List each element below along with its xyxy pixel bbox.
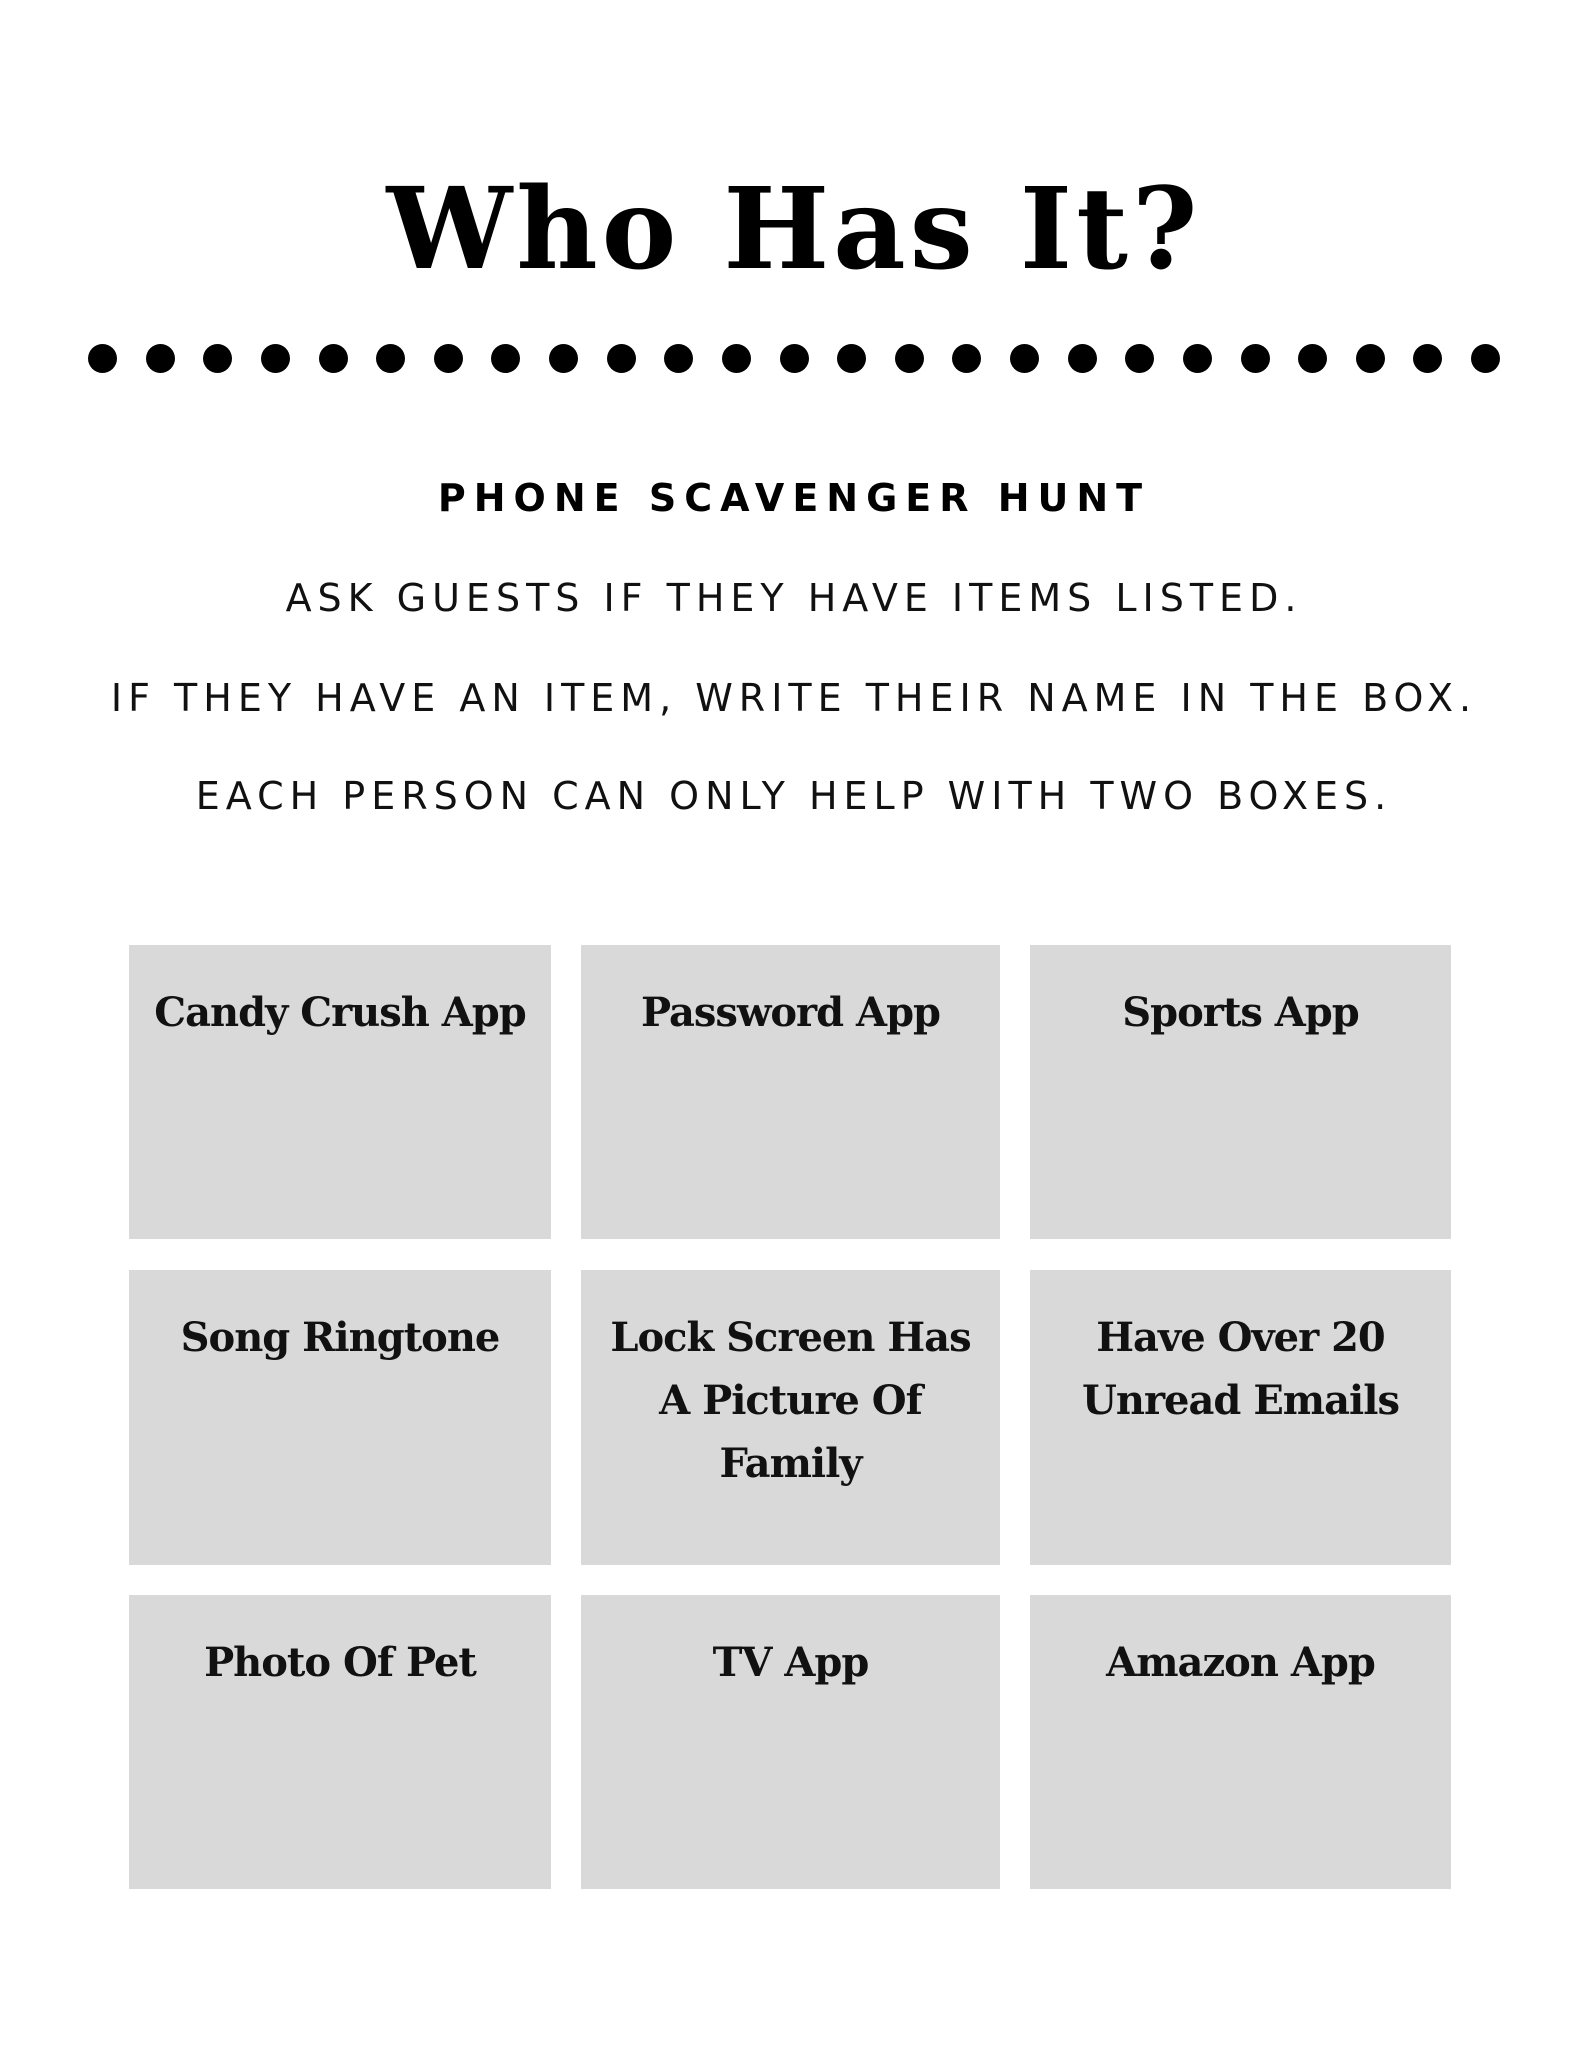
box-amazon-app[interactable] xyxy=(1030,1595,1451,1889)
divider-dot xyxy=(1241,344,1270,373)
box-photo-of-pet[interactable] xyxy=(129,1595,551,1889)
box-lock-screen-family[interactable] xyxy=(581,1270,1000,1565)
divider-dot xyxy=(1413,344,1442,373)
box-password-app[interactable] xyxy=(581,945,1000,1239)
divider-dot xyxy=(722,344,751,373)
box-label: Candy Crush App xyxy=(154,989,526,1036)
box-label: Amazon App xyxy=(1106,1639,1375,1686)
dotted-divider xyxy=(88,343,1500,373)
divider-dot xyxy=(146,344,175,373)
divider-dot xyxy=(1298,344,1327,373)
divider-dot xyxy=(837,344,866,373)
divider-dot xyxy=(88,344,117,373)
divider-dot xyxy=(607,344,636,373)
divider-dot xyxy=(1471,344,1500,373)
box-label: Password App xyxy=(640,989,940,1036)
divider-dot xyxy=(203,344,232,373)
box-tv-app[interactable] xyxy=(581,1595,1000,1889)
box-label: Sports App xyxy=(1122,989,1359,1036)
divider-dot xyxy=(1183,344,1212,373)
instruction-line-2: IF THEY HAVE AN ITEM, WRITE THEIR NAME IN THE BOX. xyxy=(110,676,1478,720)
box-song-ringtone[interactable] xyxy=(129,1270,551,1565)
instruction-line-3: EACH PERSON CAN ONLY HELP WITH TWO BOXES. xyxy=(195,774,1393,818)
box-label: Have Over 20 Unread Emails xyxy=(1082,1314,1399,1424)
divider-dot xyxy=(376,344,405,373)
instruction-line-1: ASK GUESTS IF THEY HAVE ITEMS LISTED. xyxy=(285,576,1303,620)
box-unread-emails[interactable] xyxy=(1030,1270,1451,1565)
divider-dot xyxy=(664,344,693,373)
subtitle: PHONE SCAVENGER HUNT xyxy=(437,476,1151,520)
divider-dot xyxy=(491,344,520,373)
box-label: Photo Of Pet xyxy=(204,1639,476,1686)
box-label: Song Ringtone xyxy=(180,1314,500,1361)
divider-dot xyxy=(1010,344,1039,373)
divider-dot xyxy=(1356,344,1385,373)
divider-dot xyxy=(952,344,981,373)
box-label: Lock Screen Has A Picture Of Family xyxy=(610,1314,971,1487)
divider-dot xyxy=(780,344,809,373)
divider-dot xyxy=(549,344,578,373)
divider-dot xyxy=(895,344,924,373)
divider-dot xyxy=(1068,344,1097,373)
box-sports-app[interactable] xyxy=(1030,945,1451,1239)
page-title: Who Has It? xyxy=(386,164,1202,295)
divider-dot xyxy=(434,344,463,373)
divider-dot xyxy=(319,344,348,373)
box-candy-crush-app[interactable] xyxy=(129,945,551,1239)
divider-dot xyxy=(1125,344,1154,373)
divider-dot xyxy=(261,344,290,373)
box-label: TV App xyxy=(712,1639,869,1686)
